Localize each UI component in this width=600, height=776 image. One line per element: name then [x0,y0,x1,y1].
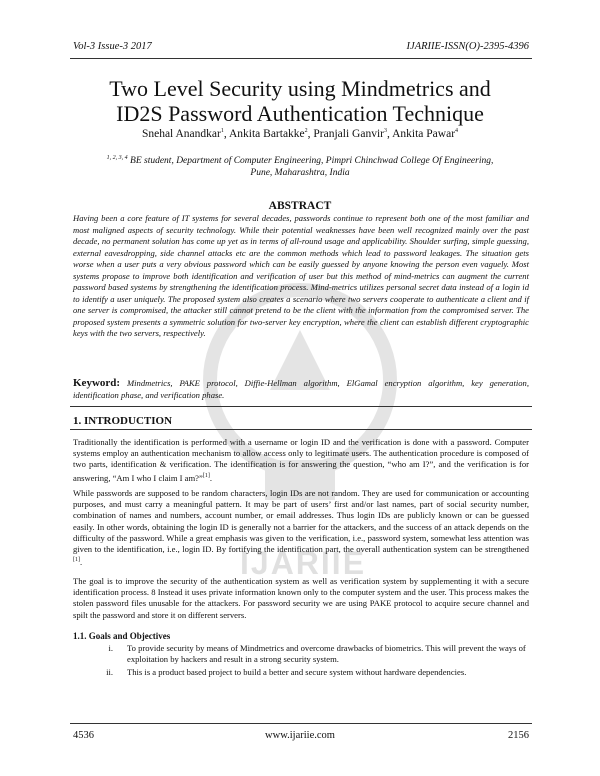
watermark-text: IJARIIE [240,545,367,581]
paragraph-1: Traditionally the identification is performed with a username or login ID and the verification is done with a password. Computer systems employ an authentication mechanism to allow access only to legitimate users. The authentication procedure is composed of two parts, identification & verification. The identification is for answering the question, “who am I?”, and the verification is for answering, “Am I who I claim I am?”[1]. [73,437,529,483]
paper-title [60,76,540,126]
title-line-1: Two Level Security using Mindmetrics and [109,76,491,101]
section-rule [70,406,532,407]
list-item: i. To provide security by means of Mindmetrics and overcome drawbacks of biometrics. This will prevent the ways of exploitation by hackers and result in a strong security system. [108,643,526,664]
keyword-label: Keyword: [73,377,121,389]
subsection-heading: 1.1. Goals and Objectives [73,631,171,641]
footer-url: www.ijariie.com [265,730,335,741]
keywords [73,377,529,401]
footer-rule [70,723,532,724]
affiliation: $^{1, 2, 3, 4}$ BE student, Department of Computer Engineering, Pimpri Chinchwad College Of Engineering, Pune, Maharashtra, India [106,155,494,179]
header-rule [70,58,532,59]
journal-volume: Vol-3 Issue-3 2017 [73,41,152,52]
page-number: 2156 [508,730,529,741]
paragraph-3: The goal is to improve the security of the authentication system as well as verification system by supplementing it with a secure identification process. 8 Instead it uses private information known only to the computer system and the user. This process makes the stolen password files unusable for the attackers. For password security we are using PAKE protocol to acquire secure channel and spilt the password and store it on different servers. [73,576,529,620]
list-item: ii. This is a product based project to build a better and secure system without hardware dependencies. [106,667,467,677]
page-id-left: 4536 [73,730,94,741]
author-list: Snehal Anandkar$^1$, Ankita Bartakke$^2$, Pranjali Ganvir$^3$, Ankita Pawar$^4$ [141,128,459,140]
section-heading-rule [70,429,532,430]
author: Ankita Bartakke [228,128,305,140]
keyword-list: Mindmetrics, PAKE protocol, Diffie-Hellman algorithm, ElGamal encryption algorithm, key generation, identification phase, and verification phase. [73,378,529,400]
title-line-2: ID2S Password Authentication Technique [116,101,484,126]
author: Pranjali Ganvir [313,128,384,140]
author: Snehal Anandkar [141,128,221,140]
journal-issn: IJARIIE-ISSN(O)-2395-4396 [406,41,529,52]
paragraph-2: While passwords are supposed to be random characters, login IDs are not random. They are used for communication or accounting purposes, and must carry a meaningful pattern. It may be part of users’ first and/or last names, part of social security number, combination of names and numbers, account number, or email addresses. Thus login IDs are publicly known or can be guessed easily. In other words, obtaining the login ID is generally not a barrier for the attackers, and the success of an attack depends on the difficulty of the password. While a great emphasis was given to the verification, i.e., password system, somewhat less attention was given to the identification, i.e., login ID. By fortifying the identification part, the overall authentication system can be strengthened [1]. [73,488,529,568]
section-heading: 1. INTRODUCTION [73,415,173,427]
abstract-text: Having been a core feature of IT systems for several decades, passwords continue to represent both one of the most familiar and most maligned aspects of security technology. While their potential weaknesses have been well recognized mainly over the past decade, no permanent solution has come up yet as in terms of all-round usage and applicability. Shoulder surfing, simple guessing, external eavesdropping, side channel attacks etc are the common methods which lead to password leakages. The situation gets worse when a user puts a very obvious password which can be easily guessed by anyone knowing the person even vaguely. Most systems propose to improve both identification and verification of user but this method of mind-metrics can augment the current password based systems by strengthening the identification process. Mind-metrics utilizes personal secret data instead of a login id to identify a user uniquely. The proposed system also creates a scenario where two servers cooperate to authenticate a client and if one server is compromised, the attacker still cannot pretend to be the client with the information from the compromised server. The proposed system presents a symmetric solution for two-server key encryption, where the client can establish different cryptographic keys with the two servers, respectively. [73,213,529,338]
abstract-heading: ABSTRACT [268,200,332,212]
author: Ankita Pawar [392,128,456,140]
